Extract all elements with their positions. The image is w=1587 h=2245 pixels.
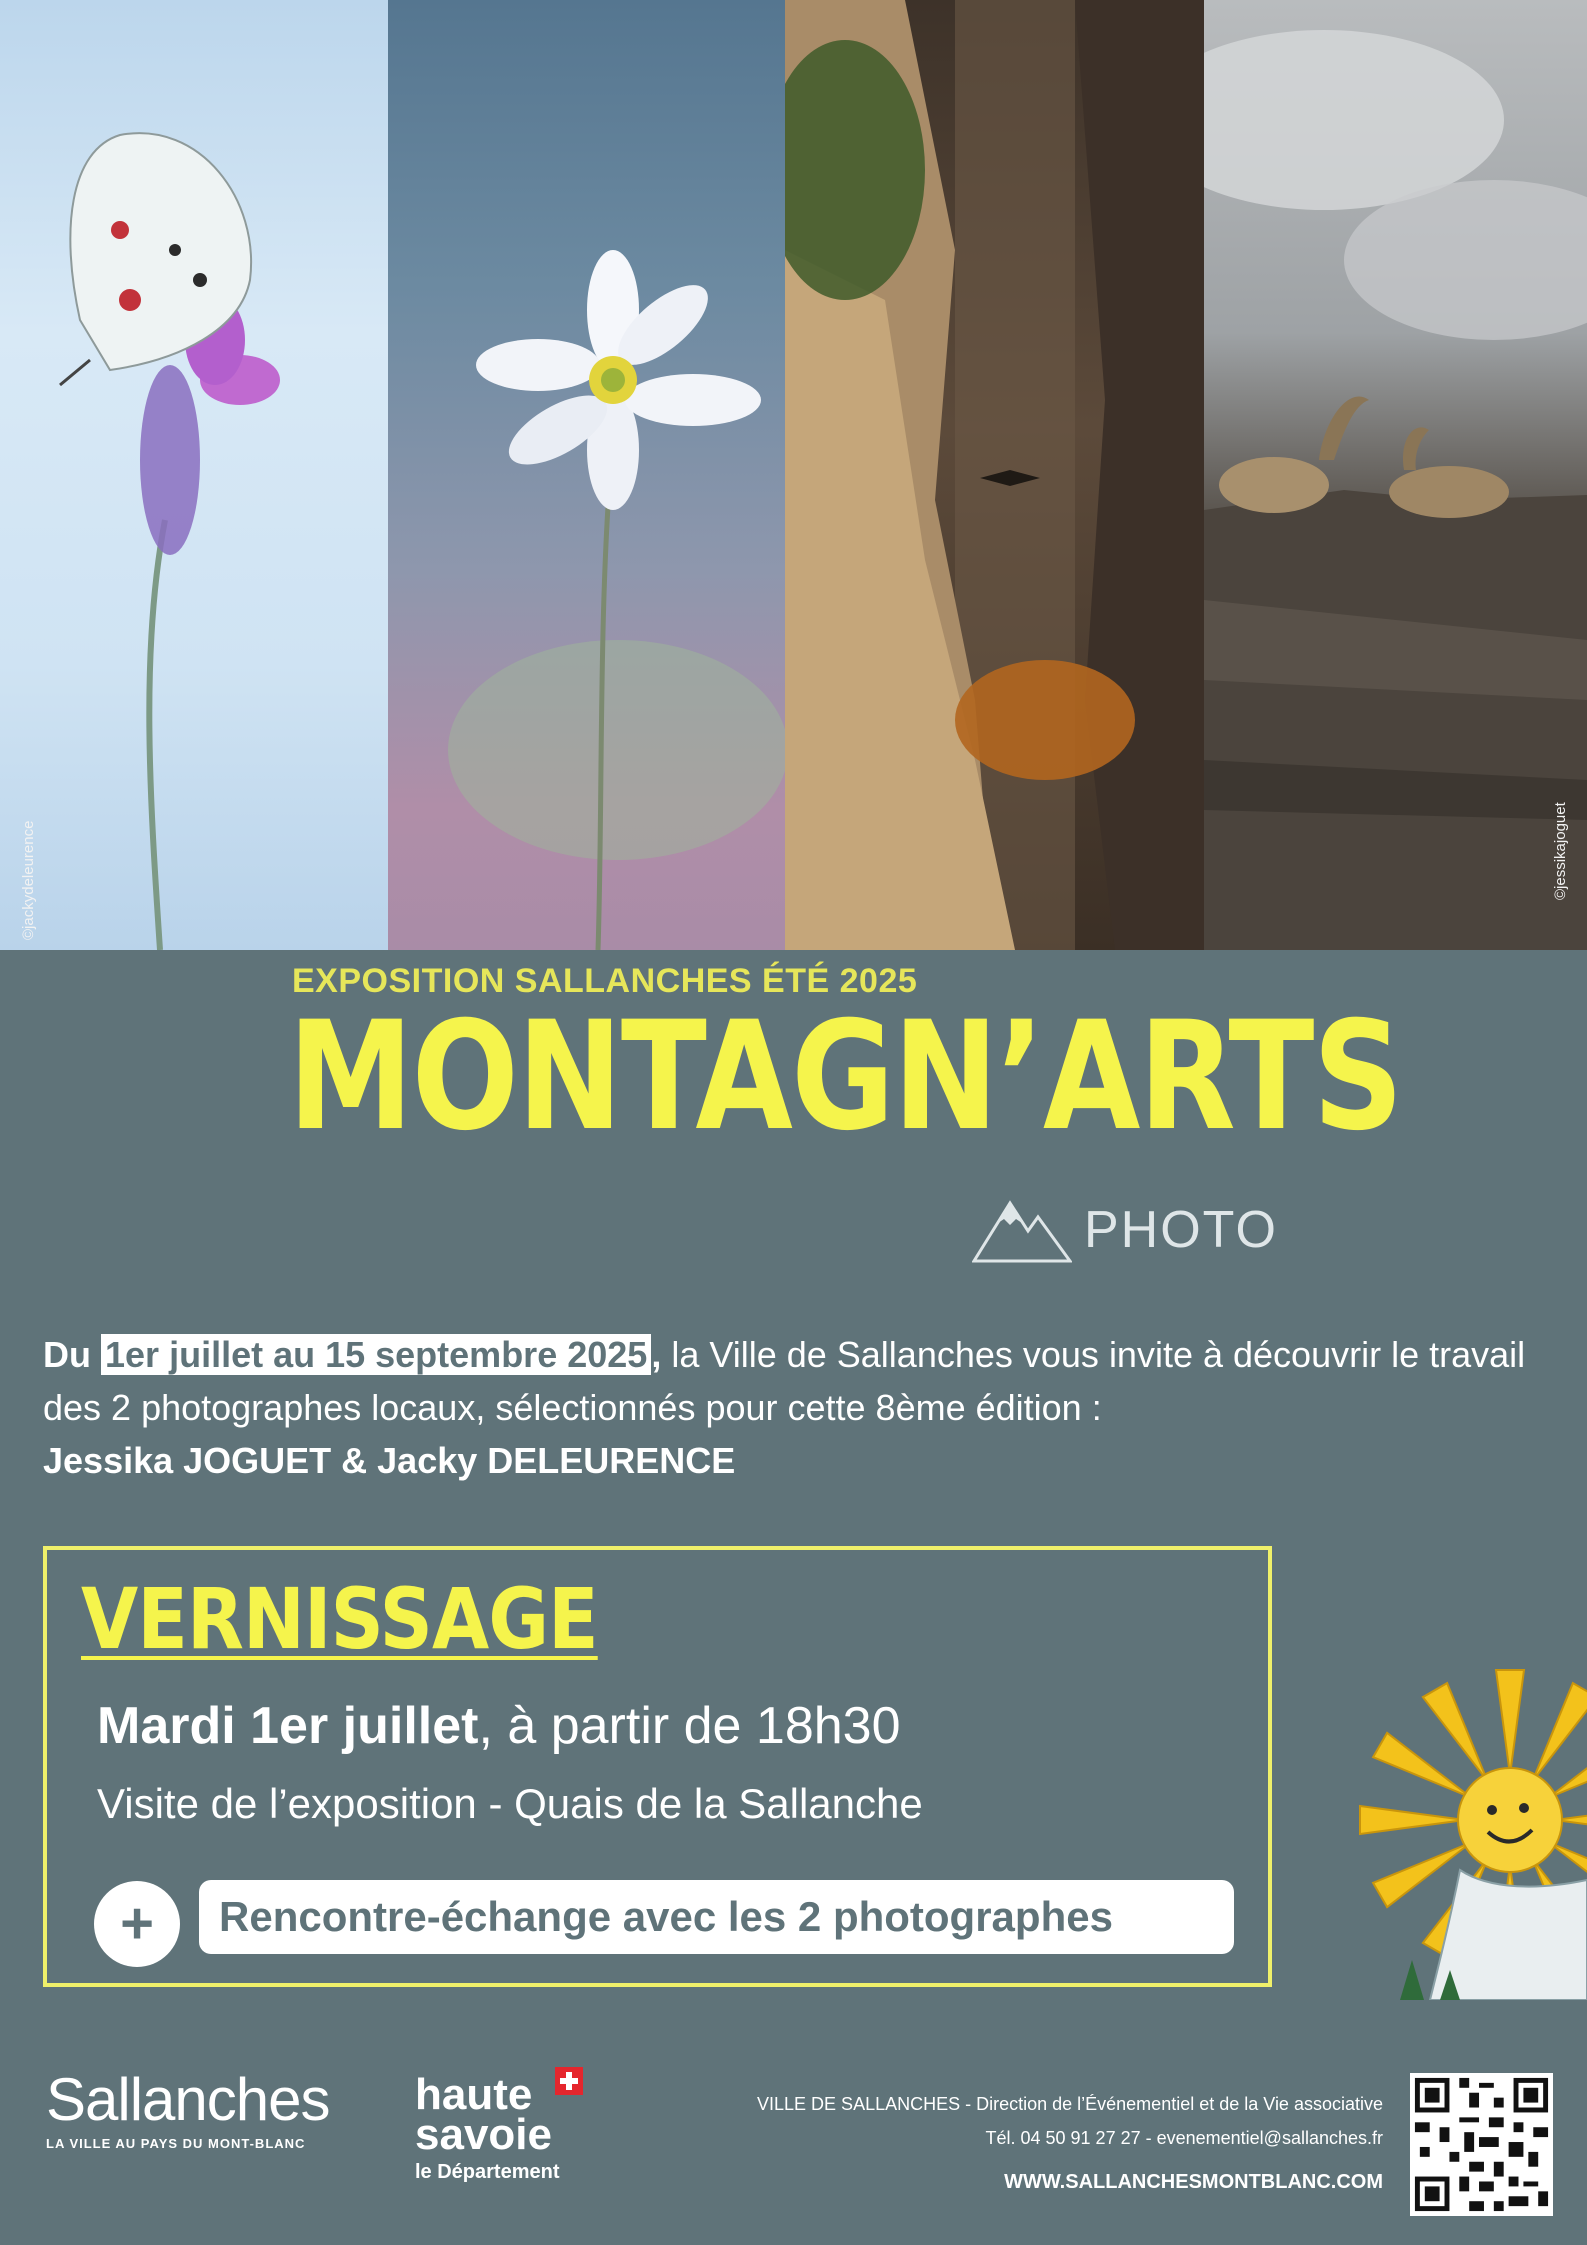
haute-savoie-line3: le Département — [415, 2161, 560, 2183]
website-link[interactable]: WWW.SALLANCHESMONTBLANC.COM — [1004, 2171, 1383, 2193]
intro-comma: , — [651, 1334, 662, 1375]
anemone-photo — [388, 0, 785, 950]
photo-credit-left: ©jackydeleurence — [20, 820, 37, 940]
photo-label: PHOTO — [1084, 1201, 1278, 1259]
contact-block — [757, 2087, 1383, 2155]
vernissage-date-bold: Mardi 1er juillet — [97, 1697, 479, 1755]
mountain-icon — [972, 1195, 1072, 1265]
photo-credit-right: ©jessikajoguet — [1552, 802, 1569, 900]
vernissage-date — [97, 1696, 901, 1756]
vernissage-place: Visite de l’exposition - Quais de la Sallanche — [97, 1780, 923, 1827]
sallanches-logo — [46, 2066, 376, 2151]
photo-strip — [0, 0, 1587, 950]
intro-lead: Du — [43, 1334, 91, 1375]
haute-savoie-logo — [415, 2070, 560, 2184]
sun-flower-illustration — [1340, 1640, 1587, 2000]
plus-icon: + — [94, 1881, 180, 1967]
savoie-cross-icon — [555, 2067, 583, 2095]
intro-text — [43, 1328, 1553, 1487]
contact-line1: VILLE DE SALLANCHES - Direction de l’Événementiel et de la Vie associative — [757, 2094, 1383, 2114]
contact-line2: Tél. 04 50 91 27 27 - evenementiel@sallanches.fr — [985, 2128, 1383, 2148]
vernissage-time: , à partir de 18h30 — [478, 1697, 901, 1755]
qr-code-icon[interactable] — [1410, 2073, 1553, 2216]
intro-body: la Ville de Sallanches vous invite à découvrir le travail des 2 photographes locaux, sélectionnés pour cette 8ème édition : — [43, 1334, 1526, 1428]
intro-photographers: Jessika JOGUET & Jacky DELEURENCE — [43, 1440, 736, 1481]
photo-tag — [972, 1195, 1278, 1265]
cliff-photo — [785, 0, 1204, 950]
intro-dates: 1er juillet au 15 septembre 2025 — [101, 1334, 651, 1375]
exposition-title: MONTAGN’ARTS — [288, 990, 1402, 1164]
haute-savoie-line1: haute — [415, 2070, 533, 2119]
vernissage-title: VERNISSAGE — [81, 1570, 598, 1668]
vernissage-box — [43, 1546, 1272, 1987]
meeting-pill: Rencontre-échange avec les 2 photographes — [199, 1880, 1234, 1954]
sallanches-logo-tagline: LA VILLE AU PAYS DU MONT-BLANC — [46, 2136, 306, 2151]
sallanches-logo-name: Sallanches — [46, 2066, 330, 2133]
haute-savoie-line2: savoie — [415, 2110, 552, 2159]
ibex-photo — [1204, 0, 1587, 950]
butterfly-photo — [0, 0, 388, 950]
exposition-subtitle: EXPOSITION SALLANCHES ÉTÉ 2025 — [292, 962, 918, 1000]
